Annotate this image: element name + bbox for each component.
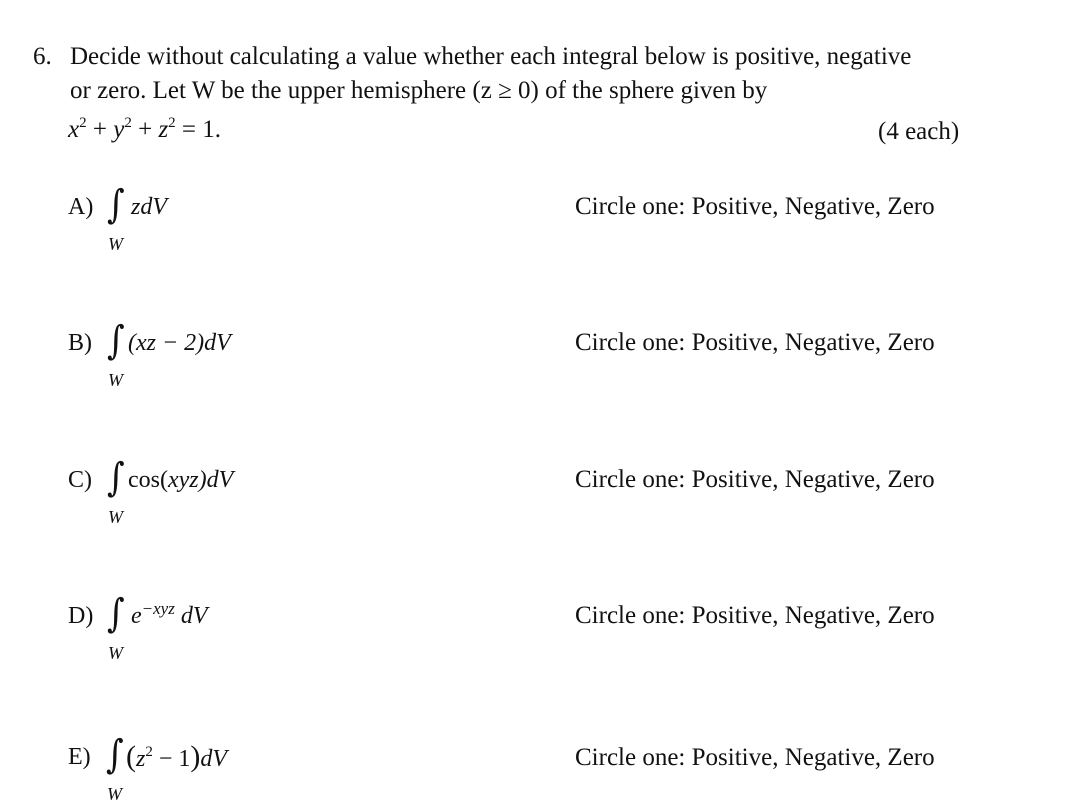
- part-e-integral-sign: ∫: [106, 732, 124, 778]
- part-e-close-paren: ): [190, 740, 201, 773]
- eq-z: z: [158, 116, 169, 143]
- part-d-integrand: [131, 599, 208, 630]
- part-c-choices[interactable]: Circle one: Positive, Negative, Zero: [575, 466, 935, 493]
- eq-plus-2: +: [138, 116, 153, 143]
- part-d-dv: dV: [180, 603, 208, 629]
- part-c-dv: )dV: [198, 467, 234, 493]
- eq-x-exp: 2: [79, 115, 87, 131]
- part-b-region: W: [108, 370, 123, 390]
- part-e-minus-one: − 1: [152, 746, 191, 772]
- part-c-integral-sign: ∫: [107, 455, 125, 501]
- part-b-choices[interactable]: Circle one: Positive, Negative, Zero: [575, 329, 935, 356]
- part-e-integrand: [126, 740, 227, 774]
- eq-x: x: [68, 116, 80, 143]
- part-a-choices[interactable]: Circle one: Positive, Negative, Zero: [575, 193, 935, 220]
- eq-y: y: [113, 116, 125, 143]
- part-d-exp: −xyz: [141, 599, 175, 618]
- part-d-region: W: [108, 643, 123, 663]
- part-e-exp: 2: [145, 744, 153, 760]
- eq-y-exp: 2: [124, 115, 132, 131]
- part-d-label: D): [68, 603, 94, 629]
- part-e-choices[interactable]: Circle one: Positive, Negative, Zero: [575, 744, 935, 771]
- part-a-integrand: zdV: [131, 194, 167, 220]
- part-b-integral-sign: ∫: [107, 318, 125, 364]
- part-b-label: B): [68, 330, 92, 356]
- part-e-region: W: [107, 784, 122, 804]
- part-d-integral-sign: ∫: [107, 591, 125, 637]
- points-label: (4 each): [878, 118, 960, 145]
- part-c-cos: cos(: [128, 467, 168, 493]
- part-e-label: E): [68, 744, 91, 770]
- sphere-equation: [68, 115, 221, 145]
- part-c-region: W: [108, 507, 123, 527]
- part-e-z: z: [136, 746, 146, 772]
- part-a-label: A): [68, 194, 94, 220]
- part-d-choices[interactable]: Circle one: Positive, Negative, Zero: [575, 602, 935, 629]
- part-e-dv: dV: [200, 746, 228, 772]
- question-text-line2: or zero. Let W be the upper hemisphere (z ≥ 0) of the sphere given by: [70, 77, 768, 104]
- eq-plus-1: +: [92, 116, 107, 143]
- part-c-label: C): [68, 467, 92, 493]
- part-e-open-paren: (: [126, 740, 136, 773]
- question-number: 6.: [33, 43, 52, 70]
- eq-rest: = 1.: [181, 116, 222, 143]
- part-d-e: e: [131, 603, 142, 629]
- part-b-integrand: (xz − 2)dV: [128, 330, 231, 356]
- question-text-line1: Decide without calculating a value whether each integral below is positive, negative: [70, 43, 912, 70]
- part-a-region: W: [108, 234, 123, 254]
- eq-z-exp: 2: [168, 115, 176, 131]
- part-c-xyz: xyz: [167, 467, 199, 493]
- part-c-integrand: [128, 467, 233, 494]
- part-a-integral-sign: ∫: [107, 182, 125, 228]
